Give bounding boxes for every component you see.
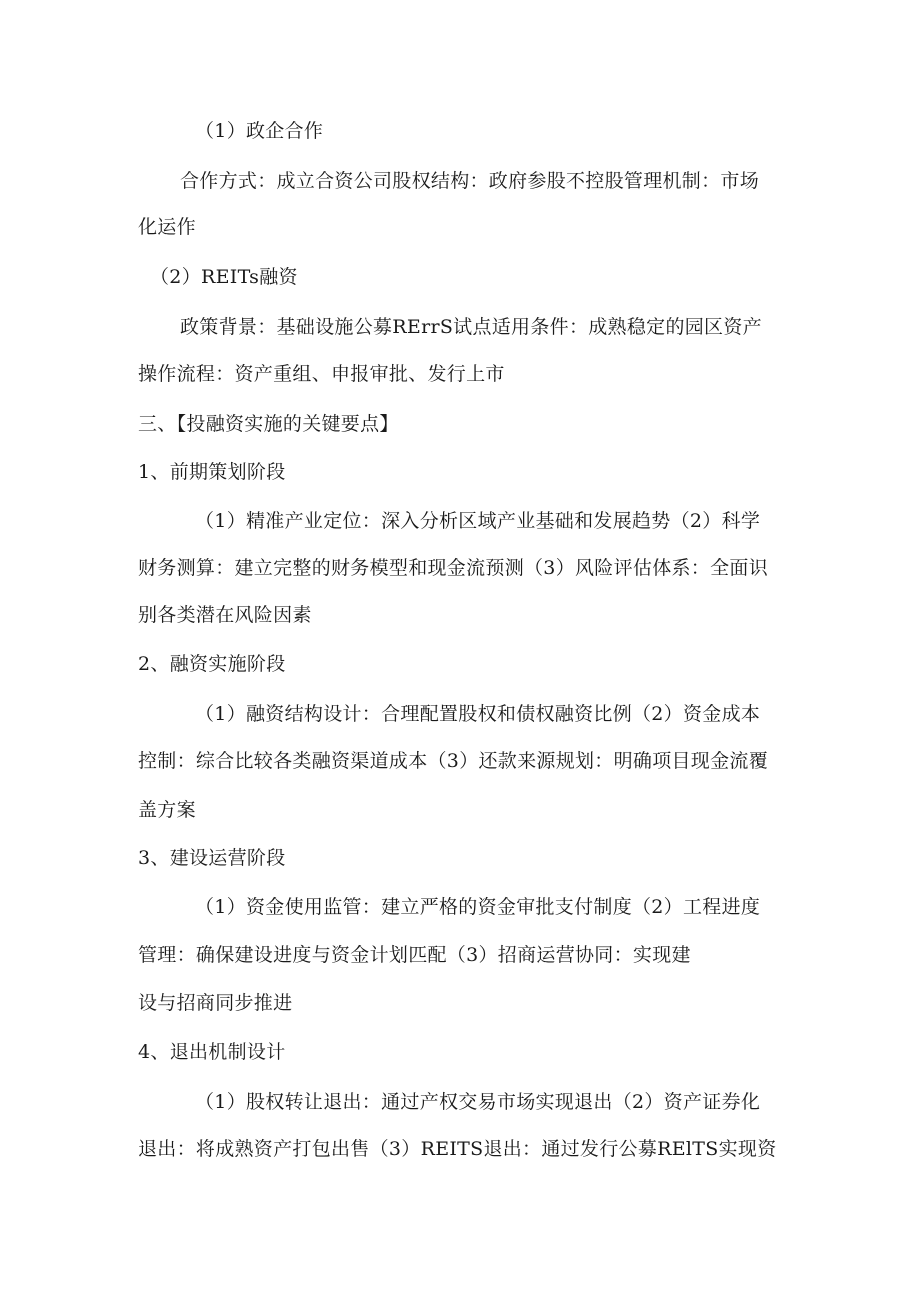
cooperation-method-text-cont: 化运作 bbox=[138, 216, 196, 238]
construction-stage-text: （1）资金使用监管：建立严格的资金审批支付制度（2）工程进度 bbox=[195, 896, 761, 918]
exit-mechanism-text-cont: 退出：将成熟资产打包出售（3）REITS退出：通过发行公募RElTS实现资 bbox=[138, 1138, 777, 1160]
item-reits-financing: （2）REITs融资 bbox=[150, 266, 298, 288]
section-heading-three: 三、【投融资实施的关键要点】 bbox=[138, 413, 399, 435]
cooperation-method-text: 合作方式：成立合资公司股权结构：政府参股不控股管理机制：市场 bbox=[180, 170, 760, 192]
subheading-construction-stage: 3、建设运营阶段 bbox=[138, 847, 286, 869]
subheading-planning-stage: 1、前期策划阶段 bbox=[138, 461, 286, 483]
operation-process-text: 操作流程：资产重组、申报审批、发行上市 bbox=[138, 363, 505, 385]
construction-stage-text-cont-2: 设与招商同步推进 bbox=[138, 992, 293, 1014]
financing-stage-text-cont-1: 控制：综合比较各类融资渠道成本（3）还款来源规划：明确项目现金流覆 bbox=[138, 750, 768, 772]
financing-stage-text: （1）融资结构设计：合理配置股权和债权融资比例（2）资金成本 bbox=[195, 703, 761, 725]
financing-stage-text-cont-2: 盖方案 bbox=[138, 799, 196, 821]
exit-mechanism-text: （1）股权转让退出：通过产权交易市场实现退出（2）资产证券化 bbox=[195, 1091, 761, 1113]
item-gov-enterprise-cooperation: （1）政企合作 bbox=[195, 120, 324, 142]
construction-stage-text-cont-1: 管理：确保建设进度与资金计划匹配（3）招商运营协同：实现建 bbox=[138, 944, 691, 966]
policy-background-text: 政策背景：基础设施公募RErrS试点适用条件：成熟稳定的园区资产 bbox=[180, 316, 762, 338]
planning-stage-text-cont-2: 别各类潜在风险因素 bbox=[138, 604, 312, 626]
planning-stage-text: （1）精准产业定位：深入分析区域产业基础和发展趋势（2）科学 bbox=[195, 510, 761, 532]
planning-stage-text-cont-1: 财务测算：建立完整的财务模型和现金流预测（3）风险评估体系：全面识 bbox=[138, 557, 768, 579]
subheading-financing-stage: 2、融资实施阶段 bbox=[138, 653, 286, 675]
subheading-exit-mechanism: 4、退出机制设计 bbox=[138, 1041, 286, 1063]
